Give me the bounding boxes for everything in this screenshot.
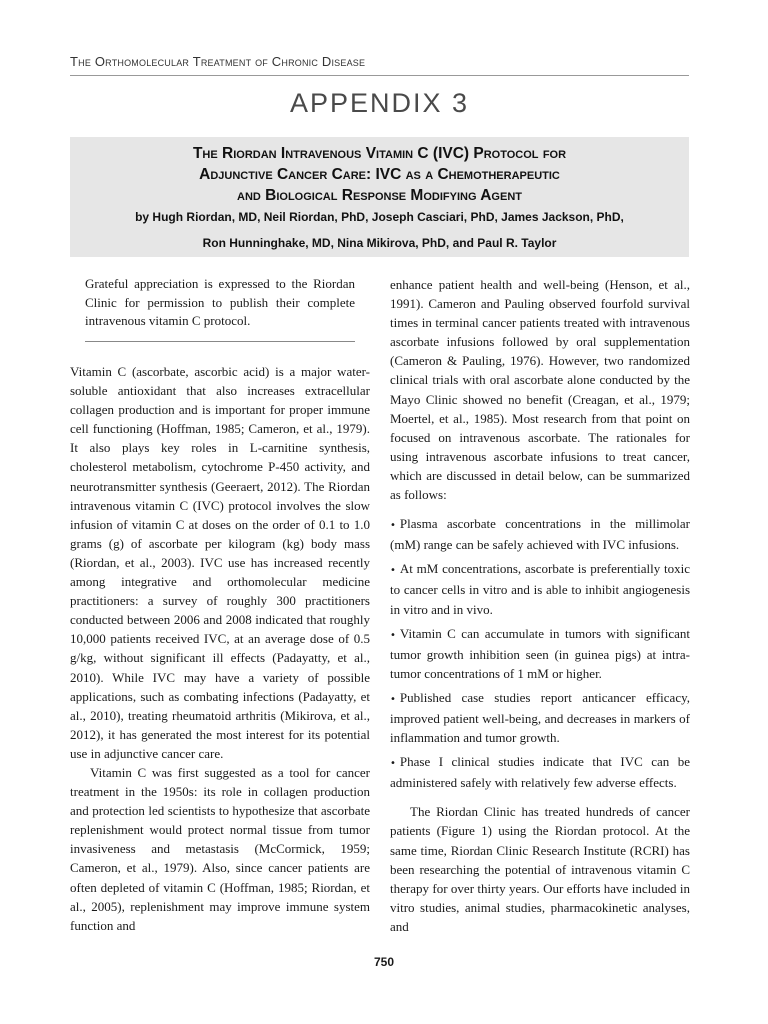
right-column: [390, 275, 690, 936]
bullet-icon: •: [390, 693, 396, 705]
author-line: by Hugh Riordan, MD, Neil Riordan, PhD, Joseph Casciari, PhD, James Jackson, PhD,: [135, 210, 624, 224]
bullet-item: [390, 624, 690, 683]
article-title-line: The Riordan Intravenous Vitamin C (IVC) Protocol for: [192, 145, 567, 162]
bullet-item: [390, 514, 690, 554]
article-title-line: and Biological Response Modifying Agent: [237, 187, 522, 204]
bullet-item: [390, 752, 690, 792]
author-line: Ron Hunninghake, MD, Nina Mikirova, PhD, and Paul R. Taylor: [202, 236, 557, 250]
bullet-text: Vitamin C can accumulate in tumors with significant tumor growth inhibition seen (in guinea pigs) at intra-tumor concentrations of 1 mM or higher.: [390, 625, 690, 681]
body-paragraph: Vitamin C (ascorbate, ascorbic acid) is a major water-soluble antioxidant that also increases extracellular collagen production and is important for proper immune cell functioning (Hoffman, 1985; Cameron, et al., 1979). It also plays key roles in L-carnitine synthesis, cholesterol metabolism, cytochrome P-450 activity, and neurotransmitter synthesis (Geeraert, 2012). The Riordan intravenous vitamin C (IVC) protocol involves the slow infusion of vitamin C at doses on the order of 0.1 to 1.0 grams (g) of ascorbate per kilogram (kg) body mass (Riordan, et al., 2003). IVC use has increased recently among integrative and orthomolecular medicine practitioners: a survey of roughly 300 practitioners conducted between 2006 and 2008 indicated that roughly 10,000 patients received IVC, at an average dose of 0.5 g/kg, without significant ill effects (Padayatty, et al., 2010). While IVC may have a variety of possible applications, such as combating infections (Padayatty, et al., 2010), treating rheumatoid arthritis (Mikirova, et al., 2012), it has generated the most interest for its potential use in adjunctive cancer care.: [70, 364, 370, 761]
body-paragraph: The Riordan Clinic has treated hundreds of cancer patients (Figure 1) using the Riordan protocol. At the same time, Riordan Clinic Research Institute (RCRI) has been researching the potential of intravenous vitamin C therapy for over thirty years. Our efforts have included in vitro studies, animal studies, pharmacokinetic analyses, and: [390, 804, 690, 934]
article-title-line: Adjunctive Cancer Care: IVC as a Chemotherapeutic: [199, 166, 560, 183]
bullet-text: Plasma ascorbate concentrations in the millimolar (mM) range can be safely achieved with IVC infusions.: [390, 516, 690, 553]
bullet-icon: •: [390, 758, 396, 770]
bullet-item: [390, 559, 690, 618]
author-list: [70, 204, 689, 256]
body-paragraph: enhance patient health and well-being (Henson, et al., 1991). Cameron and Pauling observed fourfold survival times in terminal cancer patients treated with intravenous ascorbate infusions followed by oral supplementation (Cameron & Pauling, 1976). However, two randomized clinical trials with oral ascorbate alone conducted by the Mayo Clinic showed no benefit (Creagan, et al., 1979; Moertel, et al., 1985). Most research from that point on focused on intravenous ascorbate. The rationales for using intravenous ascorbate infusions to treat cancer, which are discussed in detail below, can be summarized as follows:: [390, 277, 690, 503]
appendix-title: APPENDIX 3: [289, 88, 470, 118]
bullet-item: [390, 688, 690, 747]
bullet-icon: •: [390, 565, 396, 577]
bullet-icon: •: [390, 629, 396, 641]
body-paragraph: Vitamin C was first suggested as a tool for cancer treatment in the 1950s: its role in collagen production and protection led scientists to hypothesize that ascorbate replenishment would protect normal tissue from tumor invasiveness and metastasis (McCormick, 1959; Cameron, et al., 1979). Also, since cancer patients are often depleted of vitamin C (Hoffman, 1985; Riordan, et al., 2005), replenishment may improve immune system function and: [70, 764, 370, 933]
bullet-icon: •: [390, 520, 396, 532]
bullet-text: At mM concentrations, ascorbate is preferentially toxic to cancer cells in vitro and is able to inhibit angiogenesis in vitro and in vivo.: [390, 561, 690, 617]
article-title: [70, 143, 689, 206]
bullet-text: Phase I clinical studies indicate that IVC can be administered safely with relatively few adverse effects.: [390, 754, 690, 791]
acknowledgment-note: Grateful appreciation is expressed to the Riordan Clinic for permission to publish their complete intravenous vitamin C protocol.: [85, 275, 355, 342]
title-box: [70, 137, 689, 257]
page-number: 750: [373, 955, 395, 969]
left-column: [70, 362, 370, 935]
bullet-text: Published case studies report anticancer efficacy, improved patient well-being, and decreases in markers of inflammation and tumor growth.: [390, 689, 690, 746]
running-head: The Orthomolecular Treatment of Chronic Disease: [70, 54, 689, 76]
